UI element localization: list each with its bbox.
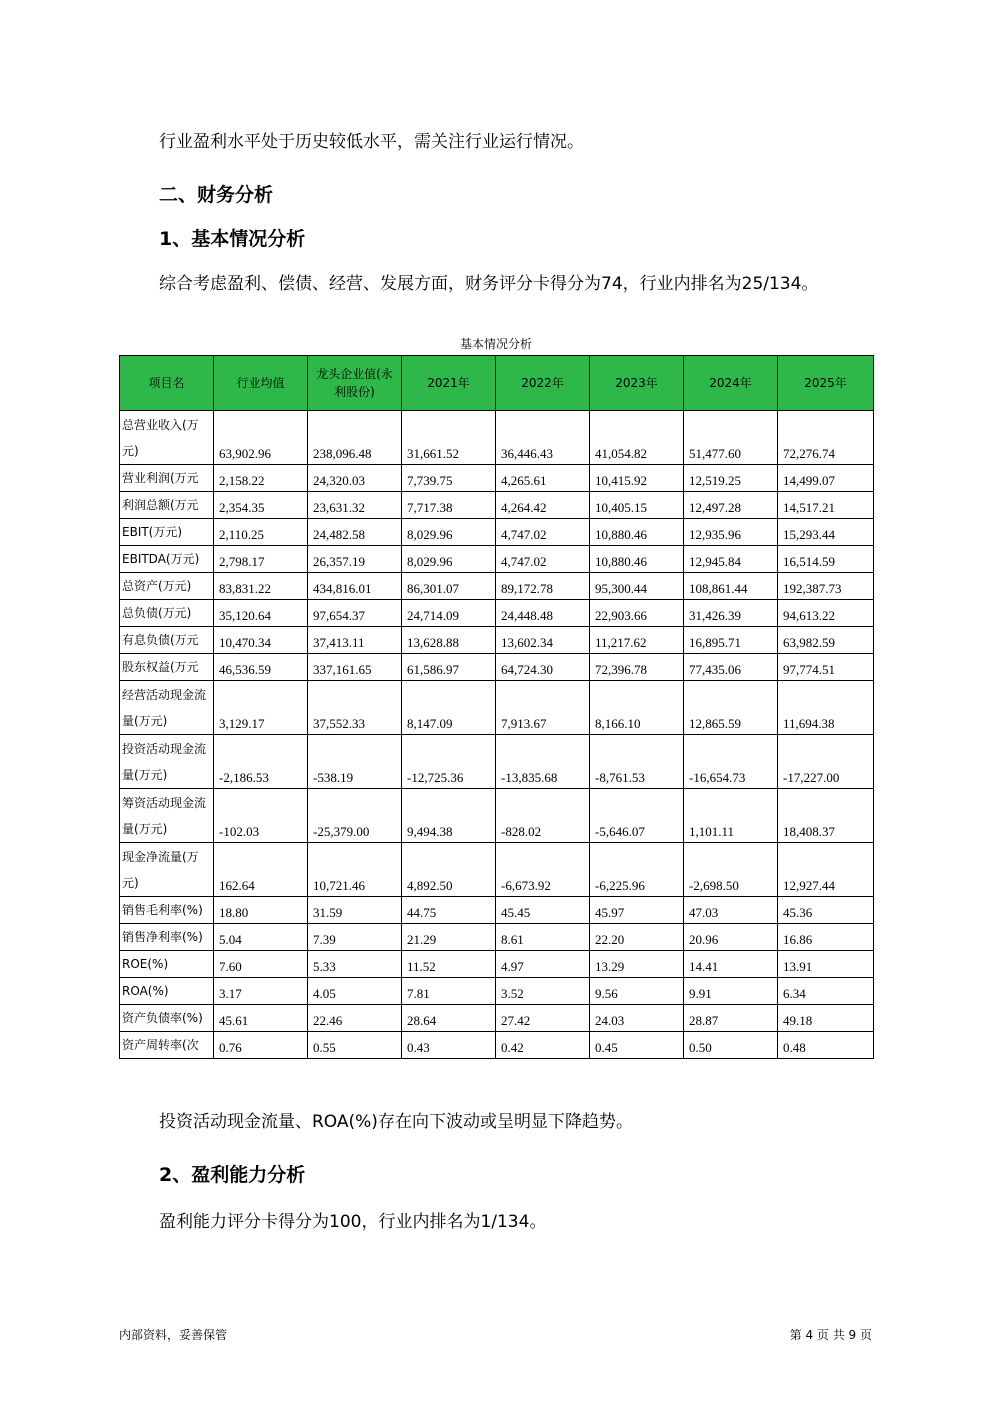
table-cell: 4,892.50: [402, 843, 496, 897]
table-cell: 0.50: [684, 1032, 778, 1059]
row-label: 投资活动现金流量(万元): [120, 735, 214, 789]
table-cell: 8,147.09: [402, 681, 496, 735]
table-cell: 2,798.17: [214, 546, 308, 573]
row-label: 资产负债率(%): [120, 1005, 214, 1032]
table-cell: 37,413.11: [308, 627, 402, 654]
table-row: [120, 492, 874, 519]
table-cell: -828.02: [496, 789, 590, 843]
table-cell: 0.45: [590, 1032, 684, 1059]
table-cell: -8,761.53: [590, 735, 684, 789]
table-cell: 47.03: [684, 897, 778, 924]
table-cell: -6,673.92: [496, 843, 590, 897]
table-cell: 16,514.59: [778, 546, 874, 573]
header-year-2025: 2025年: [778, 356, 874, 411]
table-cell: -16,654.73: [684, 735, 778, 789]
table-row: [120, 573, 874, 600]
row-label: 利润总额(万元: [120, 492, 214, 519]
table-cell: 1,101.11: [684, 789, 778, 843]
table-row: [120, 519, 874, 546]
table-cell: 8,166.10: [590, 681, 684, 735]
table-row: [120, 681, 874, 735]
table-cell: 162.64: [214, 843, 308, 897]
intro-paragraph: 行业盈利水平处于历史较低水平，需关注行业运行情况。: [159, 132, 584, 152]
table-cell: 13.29: [590, 951, 684, 978]
table-cell: 24.03: [590, 1005, 684, 1032]
table-cell: 108,861.44: [684, 573, 778, 600]
table-cell: 24,320.03: [308, 465, 402, 492]
table-cell: -538.19: [308, 735, 402, 789]
table-cell: 0.43: [402, 1032, 496, 1059]
header-year-2021: 2021年: [402, 356, 496, 411]
table-cell: 2,158.22: [214, 465, 308, 492]
score-paragraph: 综合考虑盈利、偿债、经营、发展方面，财务评分卡得分为74，行业内排名为25/134。: [159, 274, 819, 294]
table-row: [120, 411, 874, 465]
table-cell: 72,276.74: [778, 411, 874, 465]
table-cell: 86,301.07: [402, 573, 496, 600]
row-label: ROA(%): [120, 978, 214, 1005]
row-label: 总负债(万元): [120, 600, 214, 627]
table-cell: 21.29: [402, 924, 496, 951]
table-cell: 44.75: [402, 897, 496, 924]
table-cell: 97,774.51: [778, 654, 874, 681]
table-cell: 77,435.06: [684, 654, 778, 681]
table-cell: 7,717.38: [402, 492, 496, 519]
table-cell: 95,300.44: [590, 573, 684, 600]
table-cell: 63,982.59: [778, 627, 874, 654]
row-label: EBITDA(万元): [120, 546, 214, 573]
row-label: 资产周转率(次: [120, 1032, 214, 1059]
profitability-paragraph: 盈利能力评分卡得分为100，行业内排名为1/134。: [159, 1212, 547, 1232]
table-cell: 8,029.96: [402, 519, 496, 546]
table-cell: 15,293.44: [778, 519, 874, 546]
table-cell: 22.20: [590, 924, 684, 951]
row-label: EBIT(万元): [120, 519, 214, 546]
table-cell: -2,186.53: [214, 735, 308, 789]
table-cell: 5.33: [308, 951, 402, 978]
table-cell: 22.46: [308, 1005, 402, 1032]
table-cell: 89,172.78: [496, 573, 590, 600]
table-cell: 5.04: [214, 924, 308, 951]
table-cell: 61,586.97: [402, 654, 496, 681]
table-row: [120, 654, 874, 681]
table-cell: 7.60: [214, 951, 308, 978]
row-label: 销售净利率(%): [120, 924, 214, 951]
table-cell: 31.59: [308, 897, 402, 924]
table-cell: 10,880.46: [590, 519, 684, 546]
subsection-heading-profitability: 2、盈利能力分析: [159, 1164, 306, 1186]
table-cell: 28.64: [402, 1005, 496, 1032]
table-row: [120, 627, 874, 654]
table-cell: -13,835.68: [496, 735, 590, 789]
table-cell: 4,265.61: [496, 465, 590, 492]
basic-analysis-table: [119, 355, 874, 1059]
table-cell: -6,225.96: [590, 843, 684, 897]
table-cell: 4.97: [496, 951, 590, 978]
table-row: [120, 843, 874, 897]
table-cell: 13.91: [778, 951, 874, 978]
table-cell: 9.91: [684, 978, 778, 1005]
table-cell: 12,865.59: [684, 681, 778, 735]
table-cell: -102.03: [214, 789, 308, 843]
table-cell: 20.96: [684, 924, 778, 951]
table-cell: 12,927.44: [778, 843, 874, 897]
table-cell: 37,552.33: [308, 681, 402, 735]
table-cell: 0.48: [778, 1032, 874, 1059]
table-cell: 27.42: [496, 1005, 590, 1032]
table-row: [120, 735, 874, 789]
subsection-heading-basic: 1、基本情况分析: [159, 228, 306, 250]
table-cell: 18,408.37: [778, 789, 874, 843]
table-cell: 337,161.65: [308, 654, 402, 681]
table-cell: 14,517.21: [778, 492, 874, 519]
table-cell: 51,477.60: [684, 411, 778, 465]
header-year-2024: 2024年: [684, 356, 778, 411]
table-cell: 238,096.48: [308, 411, 402, 465]
table-cell: 45.36: [778, 897, 874, 924]
header-item-name: 项目名: [120, 356, 214, 411]
table-cell: 0.55: [308, 1032, 402, 1059]
table-cell: 83,831.22: [214, 573, 308, 600]
table-cell: 22,903.66: [590, 600, 684, 627]
header-leader-value: 龙头企业值(永利股份): [308, 356, 402, 411]
row-label: 现金净流量(万元): [120, 843, 214, 897]
footer-confidential-note: 内部资料，妥善保管: [119, 1328, 228, 1342]
table-cell: 13,628.88: [402, 627, 496, 654]
table-cell: 7.39: [308, 924, 402, 951]
section-heading-financial-analysis: 二、财务分析: [159, 184, 274, 206]
table-cell: 31,661.52: [402, 411, 496, 465]
table-cell: -25,379.00: [308, 789, 402, 843]
table-row: [120, 546, 874, 573]
table-cell: 10,470.34: [214, 627, 308, 654]
table-cell: 11,217.62: [590, 627, 684, 654]
table-cell: 7.81: [402, 978, 496, 1005]
row-label: 筹资活动现金流量(万元): [120, 789, 214, 843]
table-cell: 35,120.64: [214, 600, 308, 627]
table-cell: 97,654.37: [308, 600, 402, 627]
table-cell: 45.61: [214, 1005, 308, 1032]
table-cell: 6.34: [778, 978, 874, 1005]
table-cell: 4,264.42: [496, 492, 590, 519]
table-cell: 2,110.25: [214, 519, 308, 546]
table-cell: 16.86: [778, 924, 874, 951]
header-year-2022: 2022年: [496, 356, 590, 411]
table-cell: 3.17: [214, 978, 308, 1005]
table-cell: 46,536.59: [214, 654, 308, 681]
table-row: [120, 924, 874, 951]
table-cell: 2,354.35: [214, 492, 308, 519]
table-cell: 72,396.78: [590, 654, 684, 681]
table-cell: 0.42: [496, 1032, 590, 1059]
row-label: 经营活动现金流量(万元): [120, 681, 214, 735]
table-cell: 9.56: [590, 978, 684, 1005]
table-row: [120, 1005, 874, 1032]
table-cell: -5,646.07: [590, 789, 684, 843]
footer-page-number: 第 4 页 共 9 页: [789, 1328, 872, 1342]
table-cell: 8,029.96: [402, 546, 496, 573]
table-cell: 12,519.25: [684, 465, 778, 492]
table-row: [120, 789, 874, 843]
trend-paragraph: 投资活动现金流量、ROA(%)存在向下波动或呈明显下降趋势。: [159, 1112, 633, 1132]
table-cell: 63,902.96: [214, 411, 308, 465]
table-cell: 24,482.58: [308, 519, 402, 546]
row-label: 股东权益(万元: [120, 654, 214, 681]
table-cell: 14,499.07: [778, 465, 874, 492]
table-cell: 26,357.19: [308, 546, 402, 573]
table-cell: 64,724.30: [496, 654, 590, 681]
table-caption: 基本情况分析: [459, 337, 532, 351]
table-cell: 24,714.09: [402, 600, 496, 627]
table-cell: 12,935.96: [684, 519, 778, 546]
table-cell: 10,880.46: [590, 546, 684, 573]
table-cell: 4,747.02: [496, 519, 590, 546]
table-cell: 8.61: [496, 924, 590, 951]
table-cell: 4,747.02: [496, 546, 590, 573]
table-header-row: [120, 356, 874, 411]
table-row: [120, 465, 874, 492]
table-cell: 41,054.82: [590, 411, 684, 465]
table-body: [120, 411, 874, 1059]
table-cell: 16,895.71: [684, 627, 778, 654]
header-year-2023: 2023年: [590, 356, 684, 411]
table-cell: 28.87: [684, 1005, 778, 1032]
table-cell: 9,494.38: [402, 789, 496, 843]
row-label: 总资产(万元): [120, 573, 214, 600]
table-cell: 11.52: [402, 951, 496, 978]
table-cell: 14.41: [684, 951, 778, 978]
table-row: [120, 600, 874, 627]
table-cell: 13,602.34: [496, 627, 590, 654]
table-cell: 10,415.92: [590, 465, 684, 492]
table-row: [120, 897, 874, 924]
table-cell: -12,725.36: [402, 735, 496, 789]
row-label: 营业利润(万元: [120, 465, 214, 492]
table-cell: 192,387.73: [778, 573, 874, 600]
table-cell: 45.45: [496, 897, 590, 924]
table-row: [120, 951, 874, 978]
table-cell: 434,816.01: [308, 573, 402, 600]
header-industry-avg: 行业均值: [214, 356, 308, 411]
table-cell: 23,631.32: [308, 492, 402, 519]
table-cell: 3.52: [496, 978, 590, 1005]
table-cell: 11,694.38: [778, 681, 874, 735]
table-cell: 45.97: [590, 897, 684, 924]
table-cell: 4.05: [308, 978, 402, 1005]
row-label: 销售毛利率(%): [120, 897, 214, 924]
table-cell: 12,497.28: [684, 492, 778, 519]
table-cell: 10,405.15: [590, 492, 684, 519]
row-label: 有息负债(万元: [120, 627, 214, 654]
table-cell: 0.76: [214, 1032, 308, 1059]
table-cell: 49.18: [778, 1005, 874, 1032]
table-cell: 18.80: [214, 897, 308, 924]
table-row: [120, 1032, 874, 1059]
table-cell: -2,698.50: [684, 843, 778, 897]
table-cell: 31,426.39: [684, 600, 778, 627]
row-label: 总营业收入(万元): [120, 411, 214, 465]
table-row: [120, 978, 874, 1005]
table-cell: 7,913.67: [496, 681, 590, 735]
table-cell: 7,739.75: [402, 465, 496, 492]
table-cell: 24,448.48: [496, 600, 590, 627]
table-cell: 10,721.46: [308, 843, 402, 897]
table-cell: 3,129.17: [214, 681, 308, 735]
table-cell: 36,446.43: [496, 411, 590, 465]
table-cell: 12,945.84: [684, 546, 778, 573]
table-cell: 94,613.22: [778, 600, 874, 627]
row-label: ROE(%): [120, 951, 214, 978]
table-cell: -17,227.00: [778, 735, 874, 789]
